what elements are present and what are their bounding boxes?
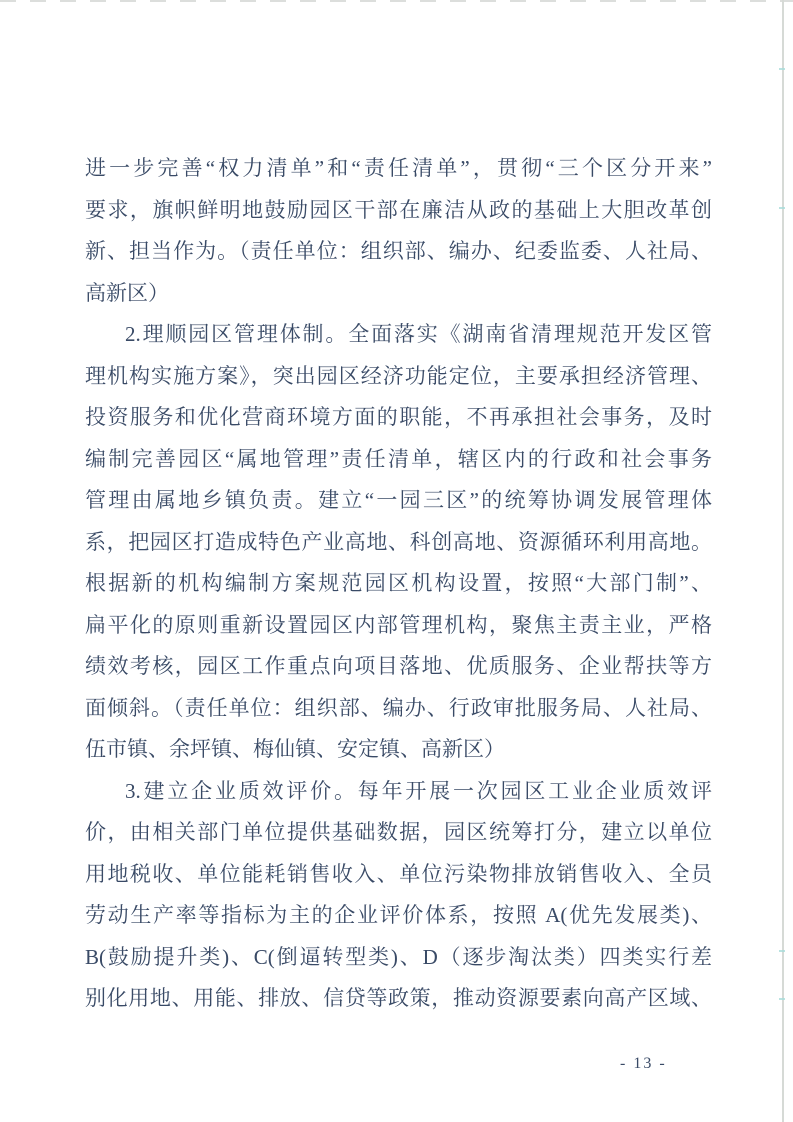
text-line: 编制完善园区“属地管理”责任清单，辖区内的行政和社会事务 bbox=[85, 446, 712, 471]
scan-top-edge-artifact bbox=[0, 0, 793, 2]
text-line: 价，由相关部门单位提供基础数据，园区统筹打分，建立以单位 bbox=[85, 820, 712, 844]
text-line: 进一步完善“权力清单”和“责任清单”，贯彻“三个区分开来” bbox=[85, 156, 712, 180]
text-line: 伍市镇、余坪镇、梅仙镇、安定镇、高新区） bbox=[85, 737, 505, 761]
text-line: 扁平化的原则重新设置园区内部管理机构，聚焦主责主业，严格 bbox=[85, 612, 712, 637]
text-line: B(鼓励提升类)、C(倒逼转型类)、D（逐步淘汰类）四类实行差 bbox=[85, 944, 712, 969]
text-line: 理机构实施方案》，突出园区经济功能定位，主要承担经济管理、 bbox=[85, 363, 712, 388]
text-line: 要求，旗帜鲜明地鼓励园区干部在廉洁从政的基础上大胆改革创 bbox=[85, 197, 712, 222]
text-line: 根据新的机构编制方案规范园区机构设置，按照“大部门制”、 bbox=[85, 571, 712, 595]
scan-right-edge-artifact bbox=[782, 0, 784, 1122]
scan-tick-artifact bbox=[779, 950, 785, 952]
text-line: 投资服务和优化营商环境方面的职能，不再承担社会事务，及时 bbox=[85, 405, 712, 429]
scan-tick-artifact bbox=[779, 207, 785, 209]
text-line: 2.理顺园区管理体制。全面落实《湖南省清理规范开发区管 bbox=[125, 322, 712, 346]
document-text-block bbox=[85, 148, 712, 1020]
scan-tick-artifact bbox=[779, 68, 785, 70]
text-line: 高新区） bbox=[85, 280, 169, 305]
text-line: 管理由属地乡镇负责。建立“一园三区”的统筹协调发展管理体 bbox=[85, 488, 712, 512]
text-line: 新、担当作为。（责任单位：组织部、编办、纪委监委、人社局、 bbox=[85, 239, 712, 263]
text-line: 绩效考核，园区工作重点向项目落地、优质服务、企业帮扶等方 bbox=[85, 654, 712, 678]
page-number: - 13 - bbox=[620, 1055, 667, 1072]
text-line: 劳动生产率等指标为主的企业评价体系，按照 A(优先发展类)、 bbox=[85, 903, 712, 927]
text-line: 3.建立企业质效评价。每年开展一次园区工业企业质效评 bbox=[125, 778, 712, 803]
text-line: 系，把园区打造成特色产业高地、科创高地、资源循环利用高地。 bbox=[85, 529, 712, 554]
text-line: 面倾斜。（责任单位：组织部、编办、行政审批服务局、人社局、 bbox=[85, 695, 712, 720]
text-line: 用地税收、单位能耗销售收入、单位污染物排放销售收入、全员 bbox=[85, 861, 712, 886]
text-line: 别化用地、用能、排放、信贷等政策，推动资源要素向高产区域、 bbox=[85, 986, 712, 1010]
scan-tick-artifact bbox=[779, 998, 785, 1000]
